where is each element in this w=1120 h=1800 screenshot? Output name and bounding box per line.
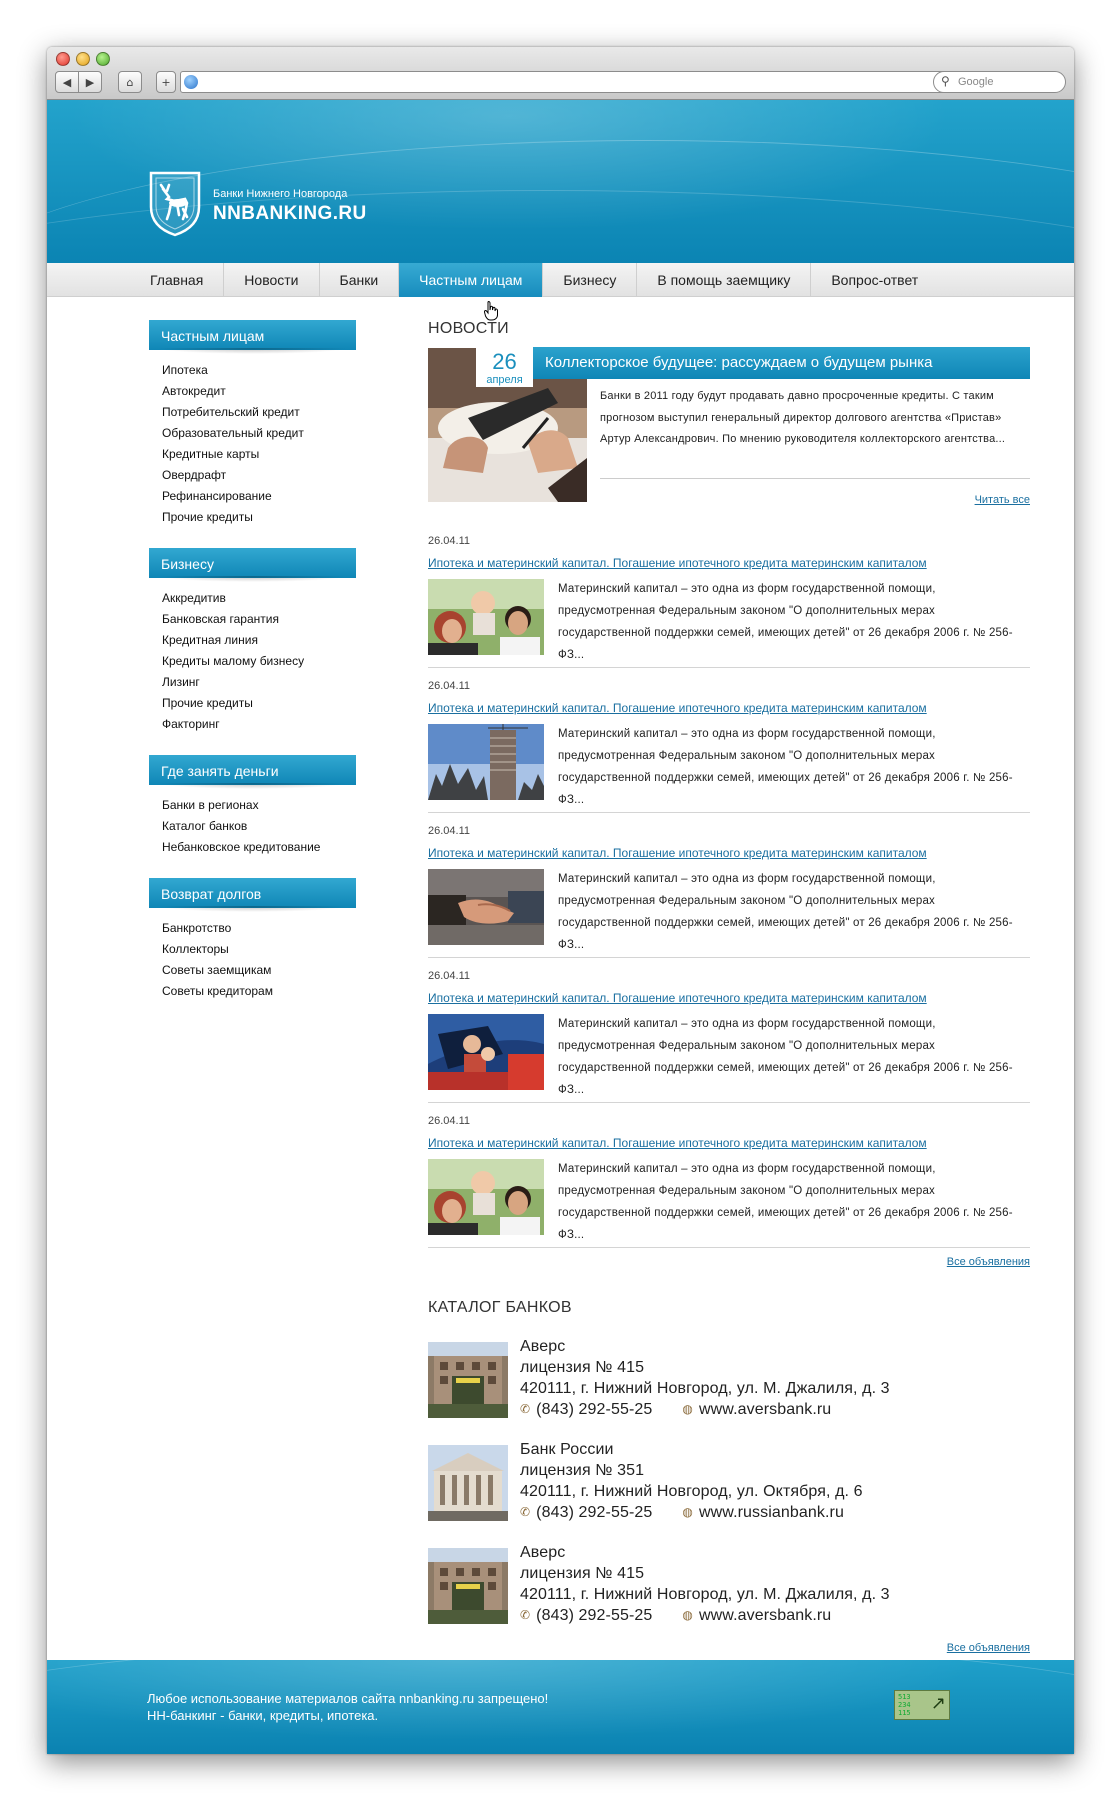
news-date: 26.04.11 — [428, 1115, 471, 1127]
add-bookmark-button[interactable] — [156, 71, 176, 93]
forward-arrow-icon: ▶ — [85, 75, 95, 89]
bank-list — [428, 1333, 1030, 1642]
web-icon: ◍ — [682, 1608, 693, 1622]
news-text: Материнский капитал – это одна из форм государственной помощи, предусмотренная Федеральным законом "О дополнительных мерах государственной поддержки семей, имеющих детей" от 26 декабря 2006 г. № 256-ФЗ... — [558, 1018, 1013, 1096]
sidebar-heading[interactable] — [149, 548, 356, 578]
sidebar-item[interactable]: Банки в регионах — [162, 798, 259, 812]
sidebar-heading[interactable] — [149, 755, 356, 785]
browser-window — [47, 47, 1074, 1754]
footer-tagline: НН-банкинг - банки, кредиты, ипотека. — [147, 1708, 379, 1723]
news-text: Материнский капитал – это одна из форм государственной помощи, предусмотренная Федеральным законом "О дополнительных мерах государственной поддержки семей, имеющих детей" от 26 декабря 2006 г. № 256-ФЗ... — [558, 873, 1013, 951]
nav-item-home[interactable]: Главная — [130, 263, 224, 297]
handshake-photo[interactable] — [428, 869, 544, 945]
bank-name[interactable]: Аверс — [520, 1544, 566, 1561]
sidebar-heading-label: Где занять деньги — [161, 763, 279, 779]
sidebar-heading[interactable] — [149, 320, 356, 350]
sidebar-item[interactable]: Прочие кредиты — [162, 510, 253, 524]
featured-month: апреля — [486, 374, 523, 386]
news-text: Материнский капитал – это одна из форм государственной помощи, предусмотренная Федеральным законом "О дополнительных мерах государственной поддержки семей, имеющих детей" от 26 декабря 2006 г. № 256-ФЗ... — [558, 728, 1013, 806]
phone-icon: ✆ — [520, 1402, 531, 1416]
sidebar-item[interactable]: Каталог банков — [162, 819, 248, 833]
featured-news — [428, 347, 1030, 523]
bank-phone: (843) 292-55-25 — [536, 1504, 653, 1521]
bank-phone: (843) 292-55-25 — [536, 1607, 653, 1624]
news-date: 26.04.11 — [428, 535, 471, 547]
catalog-section-title: КАТАЛОГ БАНКОВ — [428, 1299, 572, 1316]
news-title-link[interactable]: Ипотека и материнский капитал. Погашение ипотечного кредита материнским капиталом — [428, 1136, 927, 1150]
sidebar — [149, 320, 356, 1022]
news-item — [428, 523, 1030, 668]
search-field[interactable] — [933, 71, 1066, 93]
bank-website[interactable]: www.russianbank.ru — [698, 1504, 844, 1521]
sidebar-heading[interactable] — [149, 878, 356, 908]
nav-item-individuals[interactable]: Частным лицам — [399, 263, 543, 297]
news-title-link[interactable]: Ипотека и материнский капитал. Погашение ипотечного кредита материнским капиталом — [428, 556, 927, 570]
plus-icon: + — [161, 75, 171, 89]
sidebar-item[interactable]: Рефинансирование — [162, 489, 272, 503]
sidebar-item[interactable]: Небанковское кредитование — [162, 840, 321, 854]
nav-item-business[interactable]: Бизнесу — [543, 263, 637, 297]
counter-digits: 513 — [898, 1693, 911, 1701]
news-item — [428, 1103, 1030, 1248]
news-date: 26.04.11 — [428, 825, 471, 837]
web-icon: ◍ — [682, 1505, 693, 1519]
site-name[interactable]: NNBANKING.RU — [213, 203, 367, 224]
bank-license: лицензия № 415 — [520, 1359, 645, 1376]
visit-counter[interactable] — [894, 1690, 950, 1720]
news-list — [428, 523, 1030, 1248]
site-tagline: Банки Нижнего Новгорода — [213, 188, 348, 200]
sidebar-item[interactable]: Факторинг — [162, 717, 220, 731]
bank-card — [428, 1333, 1030, 1436]
phone-icon: ✆ — [520, 1505, 531, 1519]
nav-item-news[interactable]: Новости — [224, 263, 319, 297]
bank-website[interactable]: www.aversbank.ru — [698, 1401, 832, 1418]
news-date: 26.04.11 — [428, 680, 471, 692]
sidebar-item[interactable]: Лизинг — [162, 675, 200, 689]
news-title-link[interactable]: Ипотека и материнский капитал. Погашение ипотечного кредита материнским капиталом — [428, 991, 927, 1005]
news-item — [428, 958, 1030, 1103]
arrow-up-right-icon: ↗ — [930, 1693, 946, 1714]
bank-address: 420111, г. Нижний Новгород, ул. М. Джалиля, д. 3 — [520, 1380, 890, 1397]
car-photo[interactable] — [428, 1014, 544, 1090]
bank-license: лицензия № 415 — [520, 1565, 645, 1582]
news-item — [428, 668, 1030, 813]
sidebar-heading-label: Частным лицам — [161, 328, 265, 344]
minimize-window-button[interactable] — [76, 52, 90, 66]
bank-website[interactable]: www.aversbank.ru — [698, 1607, 832, 1624]
news-title-link[interactable]: Ипотека и материнский капитал. Погашение ипотечного кредита материнским капиталом — [428, 701, 927, 715]
nav-item-banks[interactable]: Банки — [320, 263, 400, 297]
sidebar-list — [149, 588, 356, 735]
news-text: Материнский капитал – это одна из форм государственной помощи, предусмотренная Федеральным законом "О дополнительных мерах государственной поддержки семей, имеющих детей" от 26 декабря 2006 г. № 256-ФЗ... — [558, 583, 1013, 661]
site-footer — [47, 1660, 1074, 1754]
building-photo[interactable] — [428, 724, 544, 800]
news-item — [428, 813, 1030, 958]
sidebar-item[interactable]: Кредиты малому бизнесу — [162, 654, 305, 668]
divider — [600, 478, 1030, 479]
home-icon: ⌂ — [126, 75, 134, 89]
bank-building-photo[interactable] — [428, 1342, 508, 1418]
family-photo[interactable] — [428, 1159, 544, 1235]
news-text: Материнский капитал – это одна из форм государственной помощи, предусмотренная Федеральным законом "О дополнительных мерах государственной поддержки семей, имеющих детей" от 26 декабря 2006 г. № 256-ФЗ... — [558, 1163, 1013, 1241]
browser-toolbar — [47, 47, 1074, 100]
bank-card — [428, 1539, 1030, 1642]
news-date: 26.04.11 — [428, 970, 471, 982]
sidebar-item[interactable]: Банковская гарантия — [162, 612, 279, 626]
sidebar-item[interactable]: Советы заемщикам — [162, 963, 272, 977]
nav-item-faq[interactable]: Вопрос-ответ — [831, 272, 919, 288]
featured-headline[interactable]: Коллекторское будущее: рассуждаем о будущем рынка — [533, 347, 1030, 379]
bank-name[interactable]: Аверс — [520, 1338, 566, 1355]
site-header — [47, 100, 1074, 263]
bank-building-photo[interactable] — [428, 1548, 508, 1624]
nav-item-borrower-help[interactable]: В помощь заемщику — [637, 263, 811, 297]
sidebar-item[interactable]: Кредитная линия — [162, 633, 258, 647]
search-icon: ⚲ — [941, 74, 950, 88]
family-photo[interactable] — [428, 579, 544, 655]
sidebar-item[interactable]: Образовательный кредит — [162, 426, 304, 440]
sidebar-item[interactable]: Прочие кредиты — [162, 696, 253, 710]
phone-icon: ✆ — [520, 1608, 531, 1622]
bank-card — [428, 1436, 1030, 1539]
read-all-link[interactable]: Читать все — [974, 494, 1030, 506]
bank-license: лицензия № 351 — [520, 1462, 645, 1479]
bank-address: 420111, г. Нижний Новгород, ул. М. Джалиля, д. 3 — [520, 1586, 890, 1603]
news-title-link[interactable]: Ипотека и материнский капитал. Погашение ипотечного кредита материнским капиталом — [428, 846, 927, 860]
featured-date-badge — [476, 347, 533, 387]
web-icon: ◍ — [682, 1402, 693, 1416]
classic-building-photo[interactable] — [428, 1445, 508, 1521]
sidebar-list — [149, 918, 356, 1002]
sidebar-heading-label: Бизнесу — [161, 556, 214, 572]
forward-button[interactable] — [78, 71, 102, 93]
sidebar-item[interactable]: Кредитные карты — [162, 447, 260, 461]
news-section-title: НОВОСТИ — [428, 320, 509, 337]
back-button[interactable] — [55, 71, 79, 93]
bank-name[interactable]: Банк России — [520, 1441, 614, 1458]
main-navigation — [47, 263, 1074, 297]
sidebar-item[interactable]: Потребительский кредит — [162, 405, 300, 419]
sidebar-item[interactable]: Ипотека — [162, 363, 208, 377]
featured-day: 26 — [492, 349, 517, 374]
all-banks-link[interactable]: Все объявления — [946, 1642, 1030, 1654]
back-arrow-icon: ◀ — [62, 75, 72, 89]
bank-phone: (843) 292-55-25 — [536, 1401, 653, 1418]
address-bar[interactable] — [180, 71, 968, 93]
close-window-button[interactable] — [56, 52, 70, 66]
sidebar-item[interactable]: Овердрафт — [162, 468, 227, 482]
deer-shield-logo-icon[interactable] — [147, 169, 203, 237]
sidebar-item[interactable]: Аккредитив — [162, 591, 226, 605]
counter-digits: 115 — [898, 1709, 911, 1717]
counter-digits: 234 — [898, 1701, 911, 1709]
all-news-link[interactable]: Все объявления — [946, 1256, 1030, 1268]
featured-text: Банки в 2011 году будут продавать давно просроченные кредиты. С таким прогнозом выступил генеральный директор долгового агентства «Пристав» Артур Александрович. По мнению руководителя коллекторского агентства... — [600, 390, 1006, 445]
search-placeholder: Google — [958, 76, 994, 88]
sidebar-list — [149, 360, 356, 528]
sidebar-item[interactable]: Автокредит — [162, 384, 226, 398]
hand-cursor-icon — [484, 301, 498, 321]
sidebar-heading-label: Возврат долгов — [161, 886, 262, 902]
sidebar-item[interactable]: Коллекторы — [162, 942, 229, 956]
home-button[interactable] — [118, 71, 142, 93]
sidebar-item[interactable]: Советы кредиторам — [162, 984, 273, 998]
zoom-window-button[interactable] — [96, 52, 110, 66]
footer-copyright: Любое использование материалов сайта nnbanking.ru запрещено! — [147, 1691, 549, 1706]
bank-address: 420111, г. Нижний Новгород, ул. Октября, д. 6 — [520, 1483, 863, 1500]
sidebar-list — [149, 795, 356, 858]
sidebar-item[interactable]: Банкротство — [162, 921, 232, 935]
globe-icon — [184, 75, 198, 89]
main-content — [428, 320, 1030, 1654]
